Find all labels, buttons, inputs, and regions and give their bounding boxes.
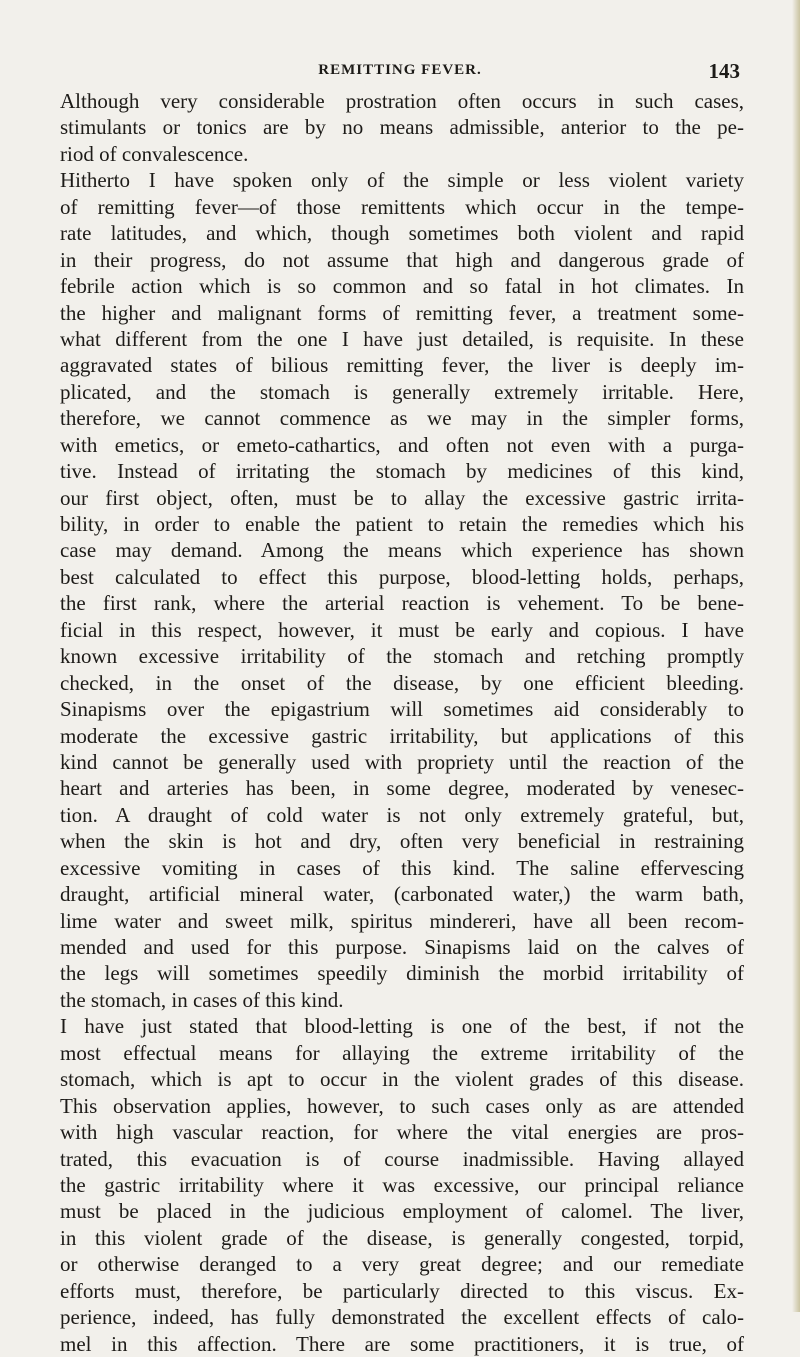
text-line: aggravated states of bilious remitting fever, the liver is deeply im-	[60, 353, 744, 378]
text-line: the gastric irritability where it was excessive, our principal reliance	[60, 1172, 744, 1197]
text-line: I have just stated that blood-letting is one of the best, if not the	[60, 1014, 744, 1039]
text-line: plicated, and the stomach is generally extremely irritable. Here,	[60, 379, 744, 404]
text-line: tive. Instead of irritating the stomach by medicines of this kind,	[60, 459, 744, 484]
text-line: heart and arteries has been, in some degree, moderated by venesec-	[60, 776, 744, 801]
text-line: draught, artificial mineral water, (carbonated water,) the warm bath,	[60, 882, 744, 907]
text-line: riod of convalescence.	[60, 141, 249, 166]
text-line: what different from the one I have just detailed, is requisite. In these	[60, 326, 744, 351]
text-line: with emetics, or emeto-cathartics, and often not even with a purga-	[60, 432, 744, 457]
text-line: of remitting fever—of those remittents which occur in the tempe-	[60, 194, 744, 219]
text-line: tion. A draught of cold water is not only extremely grateful, but,	[60, 802, 744, 827]
text-line: must be placed in the judicious employment of calomel. The liver,	[60, 1199, 744, 1224]
text-line: kind cannot be generally used with propriety until the reaction of the	[60, 749, 744, 774]
text-line: efforts must, therefore, be particularly directed to this viscus. Ex-	[60, 1278, 744, 1303]
text-line: febrile action which is so common and so fatal in hot climates. In	[60, 274, 744, 299]
text-line: stimulants or tonics are by no means admissible, anterior to the pe-	[60, 115, 744, 140]
text-line: our first object, often, must be to allay the excessive gastric irrita-	[60, 485, 744, 510]
text-line: the stomach, in cases of this kind.	[60, 987, 344, 1012]
text-line: checked, in the onset of the disease, by one efficient bleeding.	[60, 670, 744, 695]
text-line: Although very considerable prostration often occurs in such cases,	[60, 89, 744, 113]
text-line: in their progress, do not assume that high and dangerous grade of	[60, 247, 744, 272]
text-line: case may demand. Among the means which experience has shown	[60, 538, 744, 563]
text-line: perience, indeed, has fully demonstrated the excellent effects of calo-	[60, 1305, 744, 1330]
text-line: when the skin is hot and dry, often very beneficial in restraining	[60, 829, 744, 854]
body-text	[60, 88, 744, 1357]
text-line: rate latitudes, and which, though sometimes both violent and rapid	[60, 221, 744, 246]
text-line: or otherwise deranged to a very great degree; and our remediate	[60, 1252, 744, 1277]
text-line: Hitherto I have spoken only of the simple or less violent variety	[60, 168, 744, 193]
text-line: mel in this affection. There are some practitioners, it is true, of	[60, 1331, 744, 1356]
text-line: the higher and malignant forms of remitting fever, a treatment some-	[60, 300, 744, 325]
running-head: REMITTING FEVER.	[318, 62, 482, 78]
text-line: mended and used for this purpose. Sinapisms laid on the calves of	[60, 935, 744, 959]
text-line: lime water and sweet milk, spiritus mindereri, have all been recom-	[60, 908, 744, 933]
text-line: known excessive irritability of the stomach and retching promptly	[60, 644, 744, 669]
text-line: This observation applies, however, to such cases only as are attended	[60, 1093, 744, 1118]
page-number: 143	[708, 59, 740, 83]
text-line: most effectual means for allaying the extreme irritability of the	[60, 1040, 744, 1065]
text-line: ficial in this respect, however, it must be early and copious. I have	[60, 617, 744, 642]
text-line: moderate the excessive gastric irritability, but applications of this	[60, 723, 744, 748]
page-header	[60, 59, 740, 86]
page-edge-shadow	[792, 0, 800, 1312]
text-line: in this violent grade of the disease, is generally congested, torpid,	[60, 1225, 744, 1250]
text-line: excessive vomiting in cases of this kind. The saline effervescing	[60, 855, 744, 880]
text-line: with high vascular reaction, for where the vital energies are pros-	[60, 1120, 744, 1145]
text-line: stomach, which is apt to occur in the violent grades of this disease.	[60, 1067, 744, 1092]
text-line: best calculated to effect this purpose, blood-letting holds, perhaps,	[60, 564, 744, 589]
text-line: bility, in order to enable the patient to retain the remedies which his	[60, 512, 744, 536]
text-line: Sinapisms over the epigastrium will sometimes aid considerably to	[60, 697, 744, 722]
text-line: trated, this evacuation is of course inadmissible. Having allayed	[60, 1146, 744, 1171]
text-line: the first rank, where the arterial reaction is vehement. To be bene-	[60, 591, 744, 616]
text-line: the legs will sometimes speedily diminish the morbid irritability of	[60, 961, 744, 986]
text-line: therefore, we cannot commence as we may in the simpler forms,	[60, 406, 744, 431]
